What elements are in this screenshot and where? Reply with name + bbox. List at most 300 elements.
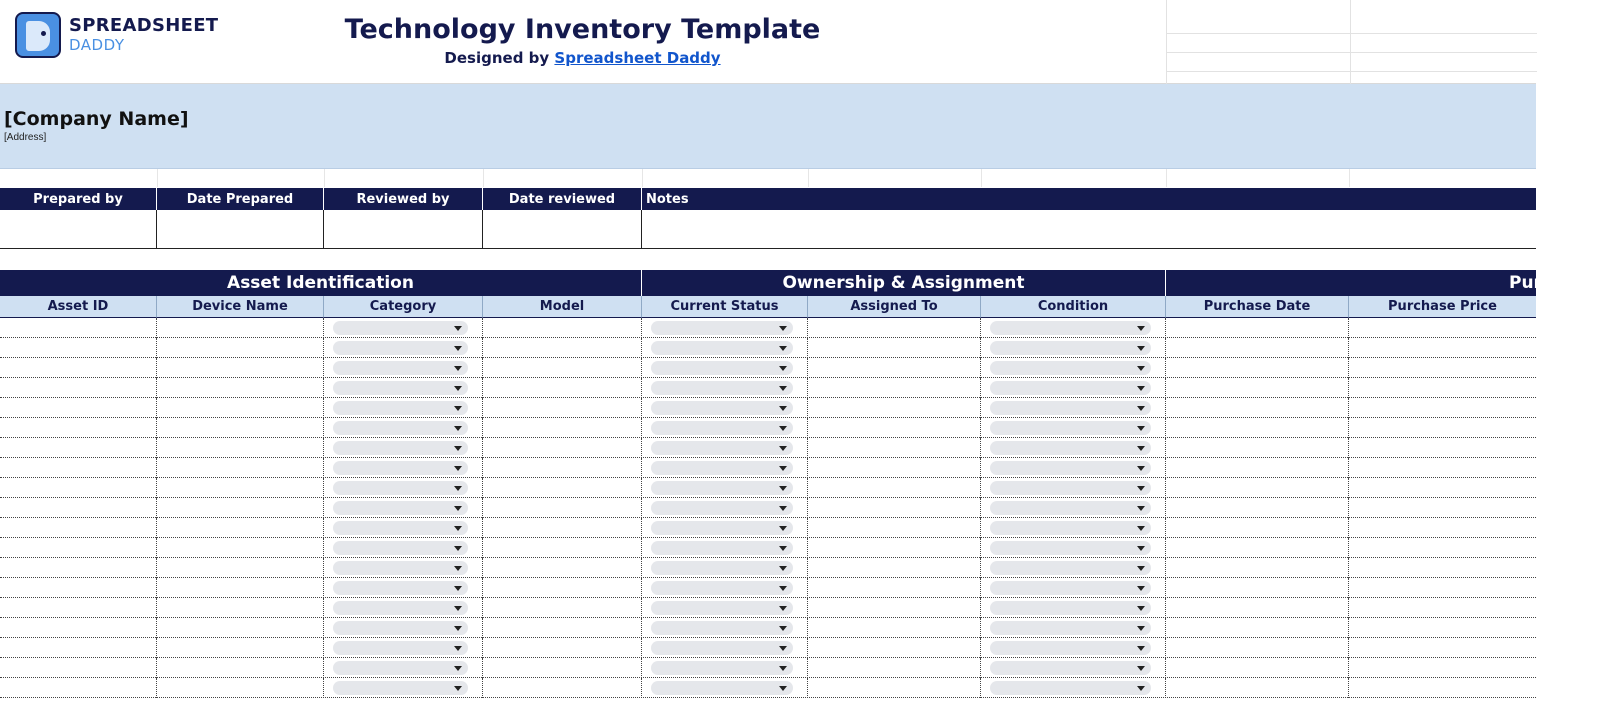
- dropdown-chip[interactable]: [651, 581, 793, 595]
- dropdown-chip[interactable]: [651, 641, 793, 655]
- table-cell[interactable]: [157, 678, 324, 698]
- table-cell[interactable]: [1166, 558, 1349, 578]
- dropdown-arrow-icon[interactable]: [779, 386, 787, 391]
- table-row: [0, 418, 1536, 438]
- spreadsheet-daddy-link[interactable]: Spreadsheet Daddy: [554, 49, 721, 67]
- dropdown-arrow-icon[interactable]: [1137, 566, 1145, 571]
- table-cell[interactable]: [1349, 518, 1536, 538]
- table-cell[interactable]: [483, 318, 642, 338]
- table-cell[interactable]: [157, 498, 324, 518]
- dropdown-chip[interactable]: [651, 661, 793, 675]
- table-cell[interactable]: [157, 538, 324, 558]
- dropdown-arrow-icon[interactable]: [779, 686, 787, 691]
- col-category: Category: [324, 296, 483, 318]
- table-cell[interactable]: [324, 618, 483, 638]
- dropdown-arrow-icon[interactable]: [454, 506, 462, 511]
- dropdown-chip[interactable]: [333, 521, 468, 535]
- table-cell[interactable]: [0, 518, 157, 538]
- dropdown-chip[interactable]: [651, 621, 793, 635]
- dropdown-arrow-icon[interactable]: [1137, 546, 1145, 551]
- dropdown-arrow-icon[interactable]: [454, 586, 462, 591]
- table-cell[interactable]: [1349, 358, 1536, 378]
- dropdown-chip[interactable]: [333, 541, 468, 555]
- dropdown-arrow-icon[interactable]: [454, 486, 462, 491]
- dropdown-chip[interactable]: [990, 341, 1151, 355]
- table-cell[interactable]: [483, 678, 642, 698]
- table-cell[interactable]: [642, 438, 808, 458]
- dropdown-chip[interactable]: [651, 501, 793, 515]
- table-cell[interactable]: [0, 438, 157, 458]
- table-cell[interactable]: [808, 318, 981, 338]
- dropdown-arrow-icon[interactable]: [779, 406, 787, 411]
- dropdown-arrow-icon[interactable]: [779, 466, 787, 471]
- table-cell[interactable]: [157, 558, 324, 578]
- dropdown-arrow-icon[interactable]: [454, 686, 462, 691]
- company-info-band[interactable]: [0, 84, 1536, 169]
- table-cell[interactable]: [1349, 598, 1536, 618]
- dropdown-chip[interactable]: [333, 641, 468, 655]
- table-cell[interactable]: [1166, 418, 1349, 438]
- dropdown-arrow-icon[interactable]: [779, 566, 787, 571]
- table-cell[interactable]: [157, 598, 324, 618]
- company-address[interactable]: [Address]: [4, 132, 47, 143]
- table-cell[interactable]: [483, 378, 642, 398]
- table-cell[interactable]: [157, 658, 324, 678]
- table-cell[interactable]: [1166, 338, 1349, 358]
- table-cell[interactable]: [0, 538, 157, 558]
- dropdown-chip[interactable]: [651, 541, 793, 555]
- table-cell[interactable]: [0, 498, 157, 518]
- brand-logo[interactable]: [15, 12, 220, 60]
- dropdown-chip[interactable]: [990, 561, 1151, 575]
- dropdown-chip[interactable]: [990, 421, 1151, 435]
- table-cell[interactable]: [0, 458, 157, 478]
- table-cell[interactable]: [1166, 358, 1349, 378]
- dropdown-arrow-icon[interactable]: [454, 606, 462, 611]
- table-cell[interactable]: [483, 478, 642, 498]
- dropdown-arrow-icon[interactable]: [1137, 366, 1145, 371]
- dropdown-arrow-icon[interactable]: [779, 346, 787, 351]
- dropdown-chip[interactable]: [651, 401, 793, 415]
- dropdown-arrow-icon[interactable]: [1137, 346, 1145, 351]
- table-cell[interactable]: [808, 538, 981, 558]
- table-cell[interactable]: [483, 638, 642, 658]
- date-reviewed-header: Date reviewed: [483, 188, 642, 210]
- dropdown-arrow-icon[interactable]: [779, 526, 787, 531]
- dropdown-arrow-icon[interactable]: [779, 666, 787, 671]
- dropdown-chip[interactable]: [990, 601, 1151, 615]
- dropdown-chip[interactable]: [651, 561, 793, 575]
- dropdown-chip[interactable]: [333, 361, 468, 375]
- table-cell[interactable]: [642, 598, 808, 618]
- table-cell[interactable]: [483, 518, 642, 538]
- table-cell[interactable]: [981, 378, 1166, 398]
- table-cell[interactable]: [1349, 378, 1536, 398]
- dropdown-chip[interactable]: [651, 421, 793, 435]
- table-cell[interactable]: [0, 478, 157, 498]
- table-cell[interactable]: [1349, 318, 1536, 338]
- table-cell[interactable]: [1166, 478, 1349, 498]
- table-cell[interactable]: [808, 378, 981, 398]
- dropdown-chip[interactable]: [333, 681, 468, 695]
- dropdown-arrow-icon[interactable]: [779, 506, 787, 511]
- table-cell[interactable]: [642, 618, 808, 638]
- table-cell[interactable]: [642, 418, 808, 438]
- table-cell[interactable]: [808, 498, 981, 518]
- dropdown-chip[interactable]: [651, 361, 793, 375]
- table-cell[interactable]: [0, 318, 157, 338]
- table-cell[interactable]: [642, 578, 808, 598]
- dropdown-chip[interactable]: [333, 341, 468, 355]
- dropdown-arrow-icon[interactable]: [1137, 666, 1145, 671]
- table-cell[interactable]: [808, 578, 981, 598]
- table-cell[interactable]: [324, 358, 483, 378]
- table-cell[interactable]: [157, 378, 324, 398]
- table-cell[interactable]: [324, 458, 483, 478]
- table-cell[interactable]: [981, 618, 1166, 638]
- date-reviewed-cell[interactable]: [483, 210, 642, 249]
- table-cell[interactable]: [483, 458, 642, 478]
- table-cell[interactable]: [642, 558, 808, 578]
- dropdown-arrow-icon[interactable]: [1137, 406, 1145, 411]
- table-cell[interactable]: [1166, 318, 1349, 338]
- dropdown-chip[interactable]: [651, 461, 793, 475]
- dropdown-arrow-icon[interactable]: [454, 346, 462, 351]
- table-cell[interactable]: [0, 398, 157, 418]
- table-cell[interactable]: [157, 418, 324, 438]
- dropdown-chip[interactable]: [651, 481, 793, 495]
- table-cell[interactable]: [0, 338, 157, 358]
- table-cell[interactable]: [808, 478, 981, 498]
- table-cell[interactable]: [981, 498, 1166, 518]
- dropdown-arrow-icon[interactable]: [454, 626, 462, 631]
- col-purchase-date: Purchase Date: [1166, 296, 1349, 318]
- dropdown-arrow-icon[interactable]: [779, 366, 787, 371]
- dropdown-chip[interactable]: [990, 661, 1151, 675]
- table-cell[interactable]: [324, 378, 483, 398]
- dropdown-arrow-icon[interactable]: [454, 406, 462, 411]
- table-cell[interactable]: [157, 438, 324, 458]
- table-cell[interactable]: [642, 658, 808, 678]
- table-cell[interactable]: [981, 318, 1166, 338]
- dropdown-chip[interactable]: [651, 601, 793, 615]
- table-cell[interactable]: [324, 338, 483, 358]
- table-cell[interactable]: [324, 418, 483, 438]
- table-cell[interactable]: [483, 578, 642, 598]
- table-cell[interactable]: [808, 598, 981, 618]
- table-cell[interactable]: [483, 658, 642, 678]
- table-cell[interactable]: [157, 338, 324, 358]
- dropdown-chip[interactable]: [333, 321, 468, 335]
- table-cell[interactable]: [981, 398, 1166, 418]
- table-cell[interactable]: [1349, 538, 1536, 558]
- table-cell[interactable]: [324, 538, 483, 558]
- dropdown-arrow-icon[interactable]: [1137, 326, 1145, 331]
- dropdown-chip[interactable]: [651, 321, 793, 335]
- table-cell[interactable]: [1349, 558, 1536, 578]
- dropdown-chip[interactable]: [651, 341, 793, 355]
- dropdown-chip[interactable]: [990, 621, 1151, 635]
- notes-cell[interactable]: [642, 210, 1536, 249]
- table-cell[interactable]: [324, 658, 483, 678]
- table-cell[interactable]: [0, 678, 157, 698]
- dropdown-arrow-icon[interactable]: [1137, 686, 1145, 691]
- dropdown-arrow-icon[interactable]: [454, 386, 462, 391]
- table-cell[interactable]: [1349, 418, 1536, 438]
- table-cell[interactable]: [642, 498, 808, 518]
- dropdown-arrow-icon[interactable]: [454, 466, 462, 471]
- dropdown-chip[interactable]: [990, 481, 1151, 495]
- dropdown-chip[interactable]: [651, 681, 793, 695]
- table-cell[interactable]: [981, 678, 1166, 698]
- table-cell[interactable]: [981, 538, 1166, 558]
- table-cell[interactable]: [808, 638, 981, 658]
- dropdown-arrow-icon[interactable]: [1137, 426, 1145, 431]
- dropdown-arrow-icon[interactable]: [454, 666, 462, 671]
- table-cell[interactable]: [324, 518, 483, 538]
- table-cell[interactable]: [981, 518, 1166, 538]
- table-cell[interactable]: [642, 318, 808, 338]
- table-cell[interactable]: [157, 358, 324, 378]
- dropdown-arrow-icon[interactable]: [454, 426, 462, 431]
- table-cell[interactable]: [1166, 378, 1349, 398]
- table-cell[interactable]: [0, 578, 157, 598]
- table-cell[interactable]: [808, 618, 981, 638]
- table-cell[interactable]: [642, 538, 808, 558]
- table-cell[interactable]: [1349, 618, 1536, 638]
- table-cell[interactable]: [0, 378, 157, 398]
- table-cell[interactable]: [483, 498, 642, 518]
- dropdown-chip[interactable]: [333, 481, 468, 495]
- table-cell[interactable]: [981, 598, 1166, 618]
- dropdown-chip[interactable]: [333, 561, 468, 575]
- dropdown-chip[interactable]: [333, 601, 468, 615]
- table-cell[interactable]: [1166, 598, 1349, 618]
- dropdown-arrow-icon[interactable]: [1137, 606, 1145, 611]
- table-cell[interactable]: [324, 438, 483, 458]
- table-cell[interactable]: [981, 558, 1166, 578]
- table-cell[interactable]: [808, 398, 981, 418]
- table-cell[interactable]: [1166, 438, 1349, 458]
- dropdown-arrow-icon[interactable]: [1137, 506, 1145, 511]
- table-cell[interactable]: [1166, 678, 1349, 698]
- table-cell[interactable]: [642, 358, 808, 378]
- table-cell[interactable]: [1166, 398, 1349, 418]
- table-cell[interactable]: [1166, 618, 1349, 638]
- dropdown-chip[interactable]: [990, 321, 1151, 335]
- dropdown-arrow-icon[interactable]: [779, 606, 787, 611]
- table-cell[interactable]: [1349, 678, 1536, 698]
- table-cell[interactable]: [324, 478, 483, 498]
- table-cell[interactable]: [483, 418, 642, 438]
- dropdown-chip[interactable]: [990, 581, 1151, 595]
- table-cell[interactable]: [981, 358, 1166, 378]
- dropdown-chip[interactable]: [333, 621, 468, 635]
- table-cell[interactable]: [324, 678, 483, 698]
- table-cell[interactable]: [324, 558, 483, 578]
- table-cell[interactable]: [1349, 658, 1536, 678]
- reviewed-by-cell[interactable]: [324, 210, 483, 249]
- table-cell[interactable]: [808, 458, 981, 478]
- table-cell[interactable]: [157, 578, 324, 598]
- table-cell[interactable]: [157, 478, 324, 498]
- table-cell[interactable]: [808, 438, 981, 458]
- table-cell[interactable]: [483, 538, 642, 558]
- table-cell[interactable]: [1349, 398, 1536, 418]
- spreadsheet-daddy-face-icon: [15, 12, 61, 58]
- company-name[interactable]: [Company Name]: [4, 108, 189, 130]
- table-cell[interactable]: [0, 358, 157, 378]
- dropdown-arrow-icon[interactable]: [779, 546, 787, 551]
- table-cell[interactable]: [981, 578, 1166, 598]
- dropdown-chip[interactable]: [990, 441, 1151, 455]
- table-cell[interactable]: [0, 638, 157, 658]
- prepared-by-cell[interactable]: [0, 210, 157, 249]
- table-cell[interactable]: [324, 398, 483, 418]
- table-cell[interactable]: [157, 398, 324, 418]
- table-cell[interactable]: [483, 358, 642, 378]
- table-cell[interactable]: [1166, 658, 1349, 678]
- table-cell[interactable]: [981, 458, 1166, 478]
- table-cell[interactable]: [1166, 538, 1349, 558]
- dropdown-chip[interactable]: [990, 541, 1151, 555]
- table-cell[interactable]: [483, 618, 642, 638]
- dropdown-arrow-icon[interactable]: [454, 326, 462, 331]
- table-cell[interactable]: [0, 598, 157, 618]
- table-cell[interactable]: [483, 438, 642, 458]
- dropdown-arrow-icon[interactable]: [454, 566, 462, 571]
- table-cell[interactable]: [483, 558, 642, 578]
- table-cell[interactable]: [981, 438, 1166, 458]
- table-cell[interactable]: [157, 638, 324, 658]
- table-cell[interactable]: [981, 478, 1166, 498]
- dropdown-chip[interactable]: [990, 461, 1151, 475]
- table-cell[interactable]: [981, 658, 1166, 678]
- dropdown-arrow-icon[interactable]: [779, 486, 787, 491]
- table-cell[interactable]: [157, 518, 324, 538]
- table-cell[interactable]: [808, 678, 981, 698]
- table-cell[interactable]: [642, 398, 808, 418]
- dropdown-arrow-icon[interactable]: [454, 646, 462, 651]
- table-cell[interactable]: [157, 618, 324, 638]
- dropdown-chip[interactable]: [333, 461, 468, 475]
- dropdown-arrow-icon[interactable]: [1137, 626, 1145, 631]
- table-cell[interactable]: [1349, 338, 1536, 358]
- table-cell[interactable]: [324, 578, 483, 598]
- table-cell[interactable]: [483, 598, 642, 618]
- table-cell[interactable]: [981, 418, 1166, 438]
- table-cell[interactable]: [1166, 458, 1349, 478]
- table-cell[interactable]: [1349, 578, 1536, 598]
- table-cell[interactable]: [808, 358, 981, 378]
- table-cell[interactable]: [1166, 578, 1349, 598]
- dropdown-arrow-icon[interactable]: [779, 646, 787, 651]
- table-cell[interactable]: [0, 418, 157, 438]
- table-cell[interactable]: [324, 598, 483, 618]
- dropdown-arrow-icon[interactable]: [779, 446, 787, 451]
- dropdown-arrow-icon[interactable]: [454, 446, 462, 451]
- dropdown-chip[interactable]: [333, 381, 468, 395]
- dropdown-chip[interactable]: [990, 641, 1151, 655]
- dropdown-arrow-icon[interactable]: [454, 366, 462, 371]
- dropdown-chip[interactable]: [333, 661, 468, 675]
- dropdown-arrow-icon[interactable]: [454, 546, 462, 551]
- table-cell[interactable]: [324, 318, 483, 338]
- dropdown-chip[interactable]: [333, 501, 468, 515]
- dropdown-arrow-icon[interactable]: [779, 626, 787, 631]
- dropdown-arrow-icon[interactable]: [779, 586, 787, 591]
- dropdown-arrow-icon[interactable]: [1137, 486, 1145, 491]
- dropdown-arrow-icon[interactable]: [1137, 526, 1145, 531]
- dropdown-chip[interactable]: [651, 521, 793, 535]
- dropdown-chip[interactable]: [333, 441, 468, 455]
- table-cell[interactable]: [1166, 638, 1349, 658]
- dropdown-arrow-icon[interactable]: [1137, 446, 1145, 451]
- dropdown-chip[interactable]: [333, 421, 468, 435]
- dropdown-chip[interactable]: [333, 581, 468, 595]
- table-cell[interactable]: [981, 638, 1166, 658]
- table-cell[interactable]: [1349, 638, 1536, 658]
- dropdown-chip[interactable]: [651, 441, 793, 455]
- table-cell[interactable]: [1349, 478, 1536, 498]
- dropdown-chip[interactable]: [990, 381, 1151, 395]
- dropdown-arrow-icon[interactable]: [1137, 646, 1145, 651]
- table-cell[interactable]: [324, 638, 483, 658]
- dropdown-arrow-icon[interactable]: [1137, 386, 1145, 391]
- table-cell[interactable]: [0, 558, 157, 578]
- dropdown-chip[interactable]: [333, 401, 468, 415]
- table-cell[interactable]: [808, 518, 981, 538]
- table-cell[interactable]: [324, 498, 483, 518]
- dropdown-chip[interactable]: [990, 361, 1151, 375]
- table-cell[interactable]: [483, 398, 642, 418]
- table-cell[interactable]: [483, 338, 642, 358]
- table-cell[interactable]: [642, 378, 808, 398]
- table-cell[interactable]: [808, 338, 981, 358]
- dropdown-arrow-icon[interactable]: [1137, 586, 1145, 591]
- table-cell[interactable]: [808, 418, 981, 438]
- table-cell[interactable]: [808, 658, 981, 678]
- dropdown-chip[interactable]: [990, 681, 1151, 695]
- table-cell[interactable]: [642, 478, 808, 498]
- table-cell[interactable]: [808, 558, 981, 578]
- table-cell[interactable]: [1349, 438, 1536, 458]
- table-cell[interactable]: [642, 518, 808, 538]
- table-cell[interactable]: [157, 458, 324, 478]
- table-cell[interactable]: [0, 658, 157, 678]
- dropdown-chip[interactable]: [990, 401, 1151, 415]
- table-cell[interactable]: [642, 638, 808, 658]
- table-cell[interactable]: [157, 318, 324, 338]
- date-prepared-cell[interactable]: [157, 210, 324, 249]
- dropdown-arrow-icon[interactable]: [1137, 466, 1145, 471]
- table-cell[interactable]: [642, 338, 808, 358]
- dropdown-chip[interactable]: [990, 501, 1151, 515]
- table-cell[interactable]: [1349, 498, 1536, 518]
- table-cell[interactable]: [1349, 458, 1536, 478]
- table-cell[interactable]: [981, 338, 1166, 358]
- dropdown-chip[interactable]: [990, 521, 1151, 535]
- table-cell[interactable]: [1166, 498, 1349, 518]
- dropdown-arrow-icon[interactable]: [454, 526, 462, 531]
- table-cell[interactable]: [642, 678, 808, 698]
- dropdown-arrow-icon[interactable]: [779, 426, 787, 431]
- table-cell[interactable]: [642, 458, 808, 478]
- table-cell[interactable]: [0, 618, 157, 638]
- dropdown-arrow-icon[interactable]: [779, 326, 787, 331]
- table-cell[interactable]: [1166, 518, 1349, 538]
- dropdown-chip[interactable]: [651, 381, 793, 395]
